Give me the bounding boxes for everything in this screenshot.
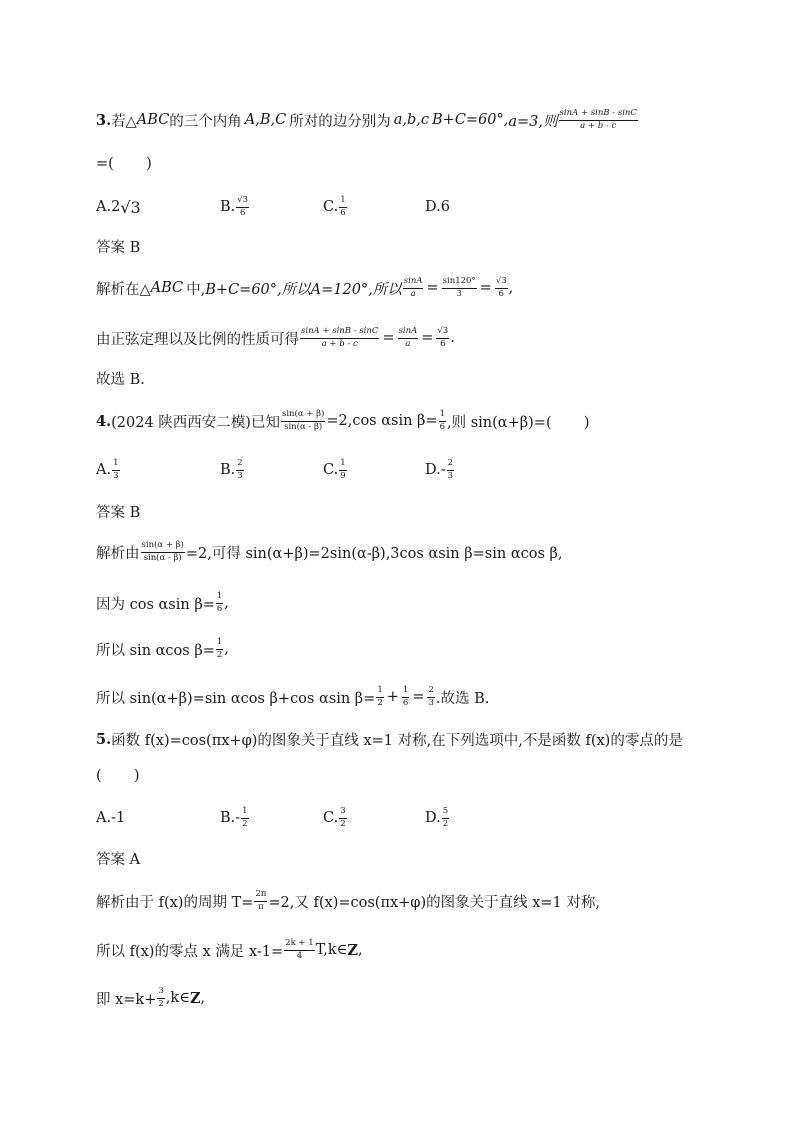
q5-answer: [96, 840, 140, 876]
sol-fraction: [427, 686, 434, 709]
frac-num: sinA: [398, 327, 419, 339]
option-label: C.: [323, 810, 339, 826]
sol-fraction: [284, 939, 315, 962]
option-fraction: [236, 459, 243, 482]
frac-num: 3: [339, 807, 346, 819]
sol-text: =2,又 f(x)=cos(πx+φ)的图象关于直线 x=1 对称,: [268, 894, 601, 911]
sol-text: .故选 B.: [435, 690, 490, 707]
frac-num: 1: [339, 196, 346, 208]
q4-solution-line-4: [96, 679, 489, 715]
option-label: C.: [323, 199, 339, 215]
q3-angles: A,B,C: [244, 112, 287, 128]
sol-operator: =: [412, 689, 425, 705]
answer-blank: ( ): [96, 768, 140, 784]
q4-option-d: [425, 452, 455, 488]
frac-den: 2: [242, 818, 248, 829]
frac-den: 3: [428, 697, 434, 708]
q4-text: 已知: [250, 414, 280, 431]
option-fraction: [112, 459, 119, 482]
sol-text: 解析在△: [96, 281, 151, 298]
frac-den: a: [410, 288, 416, 299]
frac-den: 6: [239, 207, 246, 218]
option-label: B.: [220, 462, 236, 478]
q5-option-c: [323, 800, 348, 836]
frac-num: sinA + sinB - sinC: [300, 327, 379, 339]
sol-text: ,: [508, 280, 514, 296]
frac-num: √3: [436, 327, 449, 339]
q4-text: ,则 sin(α+β)=( ): [447, 414, 590, 431]
sol-fraction: [402, 686, 409, 709]
q5-option-d: [425, 800, 450, 836]
sol-fraction: [442, 277, 477, 300]
sol-text: ,: [224, 641, 229, 657]
q3-solution-line-2: 由正弦定理以及比例的性质可得 $\frac{\sin A + \sin B - \sin C}{a + b - c}$ = $\frac{\sin A}{a}$ = $\frac{√3}{6}$ .: [96, 325, 455, 349]
sol-fraction: [300, 327, 379, 350]
q3-blank: [96, 146, 152, 182]
q5-solution-line-3: [96, 980, 205, 1016]
option-fraction: [339, 459, 346, 482]
frac-num: 1: [439, 410, 446, 422]
q5-text: 函数 f(x)=cos(πx+φ)的图象关于直线 x=1 对称,在下列选项中,不是函数 f(x)的零点的是: [111, 732, 683, 749]
option-label: A.-1: [96, 810, 126, 826]
sol-text: =2,可得 sin(α+β)=2sin(α-β),3cos αsin β=sin αcos β,: [185, 545, 563, 562]
frac-num: √3: [495, 277, 508, 289]
q3-condition: B+C=60°,: [432, 112, 509, 128]
option-fraction: [236, 196, 249, 219]
sol-text: 因为 cos αsin β=: [96, 596, 215, 613]
integer-set: Z: [189, 989, 201, 1007]
q4-solution-line-1: [96, 534, 563, 570]
frac-den: 2: [216, 649, 223, 660]
frac-den: 3: [456, 288, 462, 299]
option-label: D.: [425, 810, 441, 826]
option-label: C.: [323, 462, 339, 478]
sol-fraction: [495, 277, 508, 300]
frac-den: π: [258, 901, 264, 912]
q4-text: =2,cos αsin β=: [326, 413, 438, 429]
sol-text: T,k∈: [315, 942, 348, 958]
frac-den: 3: [113, 470, 119, 481]
option-label: B.-: [220, 810, 241, 826]
q4-solution-line-3: [96, 631, 229, 667]
sol-text: .: [450, 330, 455, 346]
sol-fraction: [141, 541, 185, 564]
frac-num: 2k + 1: [284, 939, 315, 951]
frac-num: sinA + sinB - sinC: [559, 109, 638, 121]
frac-num: 1: [376, 686, 383, 698]
q4-solution-line-2: [96, 585, 229, 621]
option-fraction: [442, 807, 449, 830]
frac-num: sin120°: [442, 277, 477, 289]
q4-option-b: [220, 452, 245, 488]
sol-text: ,: [357, 942, 363, 958]
sol-fraction: [216, 638, 223, 661]
q3-number: 3.: [96, 111, 112, 129]
answer-text: 答案 B: [96, 504, 141, 521]
sol-text: ,: [200, 990, 206, 1006]
sol-text: 故选 B.: [96, 371, 145, 388]
sol-text: 所以 sin αcos β=: [96, 642, 215, 659]
q5-option-a: [96, 800, 125, 836]
q5-option-b: [220, 800, 250, 836]
sol-fraction: [436, 327, 449, 350]
frac-num: 2: [236, 459, 243, 471]
frac-den: 4: [296, 950, 303, 961]
option-fraction: [339, 807, 346, 830]
sol-fraction: [254, 890, 267, 913]
option-label: A.2: [96, 199, 121, 215]
frac-den: a + b - c: [580, 120, 617, 131]
q3-solution-line-1: 解析在△ ABC 中, B+C=60°,所以 A=120°,所以 $\frac{\sin A}{a}$ = $\frac{\sin 120^\circ}{3}$ = $\frac{√3}{6}$ ,: [96, 275, 514, 299]
sol-text: 解析由: [96, 545, 140, 562]
answer-text: 答案 A: [96, 851, 141, 868]
sol-text: 所以 sin(α+β)=sin αcos β+cos αsin β=: [96, 690, 376, 707]
q3-solution-line-3: [96, 360, 145, 396]
frac-den: 2: [442, 818, 449, 829]
frac-den: sin(α - β): [284, 421, 323, 432]
q5-solution-line-1: [96, 883, 600, 919]
sol-text: A=120°,所以: [310, 281, 402, 298]
sol-fraction: [398, 327, 419, 350]
sol-fraction: [403, 277, 424, 300]
option-fraction: [447, 459, 454, 482]
sol-text: ABC: [150, 280, 184, 296]
q3-condition: a=3,则: [508, 113, 558, 130]
sol-text: ,: [224, 595, 229, 611]
frac-num: sin(α + β): [141, 541, 185, 553]
frac-num: 2π: [254, 890, 267, 902]
q3-fraction: [559, 109, 638, 132]
frac-num: 5: [442, 807, 449, 819]
option-label: D.-: [425, 462, 446, 478]
frac-num: √3: [236, 196, 249, 208]
frac-den: a + b - c: [321, 338, 358, 349]
frac-den: 3: [237, 470, 243, 481]
frac-num: 1: [112, 459, 119, 471]
integer-set: Z: [347, 941, 358, 959]
q3-option-b: [220, 189, 250, 225]
frac-num: 1: [216, 638, 223, 650]
frac-num: 1: [339, 459, 346, 471]
q5-solution-line-2: [96, 932, 363, 968]
q5-number: 5.: [96, 730, 112, 748]
q3-text: 若△: [111, 113, 137, 130]
frac-den: 2: [340, 818, 346, 829]
sol-text: 所以 f(x)的零点 x 满足 x-1=: [96, 943, 284, 960]
frac-den: 2: [377, 697, 383, 708]
option-fraction: [241, 807, 248, 830]
q3-answer: [96, 228, 140, 264]
q4-answer: [96, 493, 140, 529]
q4-option-a: [96, 452, 121, 488]
q3-text: 的三个内角: [169, 113, 242, 130]
frac-den: 6: [216, 603, 223, 614]
frac-den: 2: [158, 998, 164, 1009]
option-label: B.: [220, 199, 236, 215]
frac-num: 2: [447, 459, 454, 471]
frac-num: 3: [157, 987, 164, 999]
option-fraction: [339, 196, 346, 219]
q4-fraction: [281, 410, 325, 433]
q3-stem: [96, 102, 639, 138]
q3-option-a: [96, 189, 141, 225]
q4-number: 4.: [96, 412, 112, 430]
q4-option-c: [323, 452, 348, 488]
sol-text: 由正弦定理以及比例的性质可得: [96, 331, 299, 348]
frac-den: 6: [498, 288, 504, 299]
option-label: A.: [96, 462, 112, 478]
q3-option-d: [425, 189, 450, 225]
answer-text: 答案 B: [96, 239, 141, 256]
q3-sides: a,b,c: [393, 112, 430, 128]
q4-source: (2024 陕西西安二模): [111, 414, 251, 431]
sol-fraction: [376, 686, 383, 709]
sol-fraction: [157, 987, 164, 1010]
option-label: D.6: [425, 199, 450, 215]
frac-den: 6: [402, 697, 409, 708]
q4-fraction: [439, 410, 446, 433]
q4-stem: [96, 403, 590, 439]
sol-fraction: [216, 592, 223, 615]
sol-operator: +: [386, 689, 399, 705]
frac-den: a: [405, 338, 411, 349]
answer-blank: =( ): [96, 156, 152, 172]
q5-blank: [96, 758, 140, 794]
q5-stem: [96, 721, 683, 757]
frac-den: sin(α - β): [143, 552, 182, 563]
sol-text: 解析由于 f(x)的周期 T=: [96, 894, 254, 911]
q3-triangle: ABC: [136, 112, 170, 128]
frac-num: 1: [216, 592, 223, 604]
frac-den: 6: [340, 207, 346, 218]
frac-den: 6: [440, 338, 446, 349]
sol-text: B+C=60°,所以: [205, 281, 311, 298]
frac-den: 9: [340, 470, 346, 481]
frac-den: 6: [439, 421, 446, 432]
frac-num: sin(α + β): [281, 410, 325, 422]
sol-text: ,k∈: [165, 990, 190, 1006]
frac-num: 2: [427, 686, 434, 698]
sol-text: 即 x=k+: [96, 991, 157, 1008]
q3-text: 所对的边分别为: [289, 113, 391, 130]
frac-den: 3: [447, 470, 454, 481]
sqrt-value: √3: [120, 197, 141, 217]
sol-text: 中,: [186, 281, 206, 298]
frac-num: 1: [241, 807, 248, 819]
q3-option-c: [323, 189, 348, 225]
frac-num: sinA: [403, 277, 424, 289]
frac-num: 1: [402, 686, 409, 698]
